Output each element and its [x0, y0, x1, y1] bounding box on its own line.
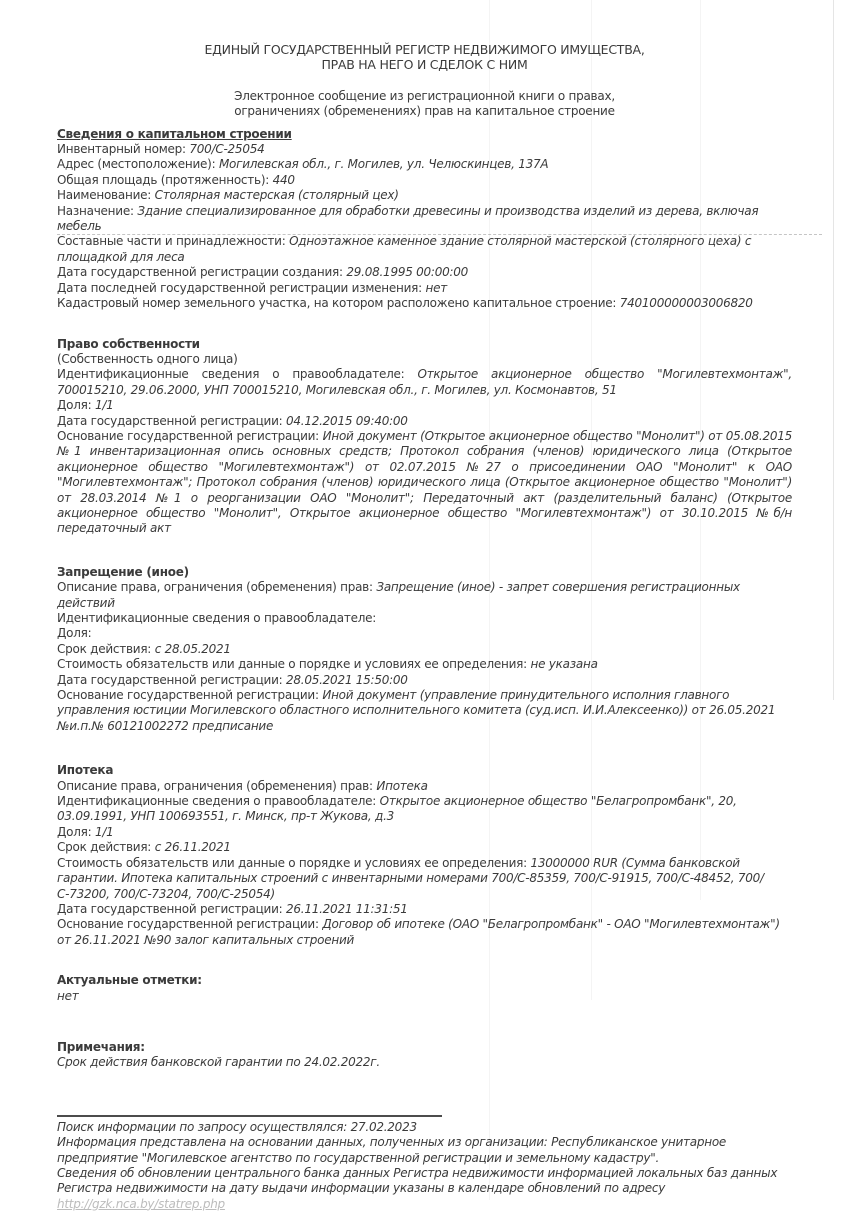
section-actual-marks	[57, 973, 792, 1004]
field-row	[57, 611, 792, 626]
field-label: Инвентарный номер:	[57, 142, 186, 157]
section-mortgage	[57, 763, 792, 948]
field-label: Стоимость обязательств или данные о порядке и условиях ее определения:	[57, 657, 527, 672]
field-label: Основание государственной регистрации:	[57, 917, 319, 932]
field-row	[57, 642, 792, 657]
field-value: 29.08.1995 00:00:00	[346, 265, 469, 280]
field-label: Дата государственной регистрации создания:	[57, 265, 343, 280]
field-label: Дата государственной регистрации:	[57, 413, 283, 428]
subtitle-line-2: ограничениях (обременениях) прав на капитальное строение	[234, 104, 615, 119]
field-value: 26.11.2021 11:31:51	[286, 901, 408, 916]
section-heading: Право собственности	[57, 336, 200, 351]
field-label: Доля:	[57, 398, 92, 413]
footer	[57, 1115, 792, 1212]
field-value: Срок действия банковской гарантии по 24.02.2022г.	[57, 1055, 380, 1070]
field-value: не указана	[530, 657, 598, 672]
field-row	[57, 157, 792, 172]
field-value: Иной документ (Открытое акционерное общество "Монолит") от 05.08.2015 №1 инвентаризационная опись основных средств; Протокол собрания (членов) юридического лица (Открытое акционерное общество "Могилевтехмонтаж") от 02.07.2015 №27 о присоединении ОАО "Монолит" к ОАО "Могилевтехмонтаж"; Протокол собрания (членов) юридического лица (Открытое акционерное общество "Монолит") от 28.03.2014 №1 о реорганизации ОАО "Монолит"; Передаточный акт (разделительный баланс) (Открытое акционерное общество "Монолит", Открытое акционерное общество "Могилевтехмонтаж") от 30.10.2015 №б/н передаточный акт	[57, 428, 792, 536]
field-label: Дата последней государственной регистрации изменения:	[57, 280, 422, 295]
field-row	[57, 657, 792, 672]
field-value: 1/1	[94, 398, 114, 413]
field-label: Кадастровый номер земельного участка, на котором расположено капитальное строение:	[57, 296, 617, 311]
title-line-1: ЕДИНЫЙ ГОСУДАРСТВЕННЫЙ РЕГИСТР НЕДВИЖИМОГО ИМУЩЕСТВА,	[204, 42, 645, 57]
footer-search-line	[57, 1120, 792, 1135]
field-row	[57, 902, 792, 917]
field-row	[57, 626, 792, 641]
field-value: Одноэтажное каменное здание столярной мастерской (столярного цеха) с площадкой для леса	[57, 234, 752, 264]
field-label: Наименование:	[57, 188, 152, 203]
field-value: Открытое акционерное общество "Могилевтехмонтаж", 700015210, 29.06.2000, УНП 700015210, Могилевская обл., г. Могилев, ул. Космонавтов, 51	[57, 367, 792, 397]
section-heading: Сведения о капитальном строении	[57, 126, 292, 141]
field-row	[57, 580, 792, 611]
field-row	[57, 281, 792, 296]
field-row	[57, 367, 792, 398]
field-value: нет	[57, 988, 79, 1003]
field-row	[57, 825, 792, 840]
section-notes	[57, 1040, 792, 1071]
field-value: Запрещение (иное) - запрет совершения регистрационных действий	[57, 580, 740, 610]
section-subheading: (Собственность одного лица)	[57, 351, 238, 366]
field-label: Идентификационные сведения о правообладателе:	[57, 611, 377, 625]
section-heading: Актуальные отметки:	[57, 973, 202, 988]
field-row	[57, 856, 792, 902]
field-label: Составные части и принадлежности:	[57, 234, 286, 249]
field-row	[57, 688, 792, 734]
section-heading: Ипотека	[57, 763, 114, 778]
field-label: Дата государственной регистрации:	[57, 672, 283, 687]
field-row	[57, 296, 792, 311]
scan-artifact-dashed-line	[57, 234, 822, 235]
scan-artifact-streak	[591, 0, 592, 1000]
field-value: Здание специализированное для обработки древесины и производства изделий из дерева, включая мебель	[57, 203, 759, 234]
field-value: Могилевская обл., г. Могилев, ул. Челюскинцев, 137А	[218, 157, 549, 172]
field-label: Основание государственной регистрации:	[57, 688, 319, 703]
section-prohibition	[57, 565, 792, 734]
document-title	[57, 42, 792, 73]
field-value: нет	[425, 280, 447, 295]
field-value: 1/1	[94, 824, 114, 839]
field-label: Адрес (местоположение):	[57, 157, 216, 172]
field-label: Доля:	[57, 626, 92, 641]
field-value: с 26.11.2021	[154, 840, 231, 855]
footer-link[interactable]: http://gzk.nca.by/statrep.php	[57, 1196, 225, 1211]
section-heading: Примечания:	[57, 1039, 145, 1054]
section-building-info	[57, 127, 792, 312]
field-value: 27.02.2023	[350, 1119, 417, 1134]
footer-info-line: Информация представлена на основании данных, полученных из организации: Республиканское унитарное предприятие "Могилевское агентство по государственной регистрации и земельному кадастру".	[57, 1135, 727, 1165]
field-label: Общая площадь (протяженность):	[57, 172, 270, 187]
section-heading: Запрещение (иное)	[57, 564, 189, 579]
field-value: Договор об ипотеке (ОАО "Белагропромбанк" - ОАО "Могилевтехмонтаж") от 26.11.2021 №90 залог капитальных строений	[57, 917, 780, 947]
field-value: с 28.05.2021	[154, 641, 231, 656]
scan-artifact-streak	[833, 0, 834, 700]
field-label: Идентификационные сведения о правообладателе:	[57, 794, 377, 809]
field-row	[57, 204, 792, 235]
field-value: 04.12.2015 09:40:00	[286, 413, 408, 428]
field-value: 740100000003006820	[619, 296, 753, 311]
field-value: 440	[272, 172, 295, 187]
scan-artifact-streak	[700, 0, 701, 900]
field-label: Основание государственной регистрации:	[57, 428, 319, 443]
field-row	[57, 840, 792, 855]
field-value: Открытое акционерное общество "Белагропромбанк", 20, 03.09.1991, УНП 100693551, г. Минск, пр-т Жукова, д.3	[57, 794, 737, 824]
field-value: 700/С-25054	[189, 142, 265, 157]
field-label: Срок действия:	[57, 840, 152, 855]
field-label: Стоимость обязательств или данные о порядке и условиях ее определения:	[57, 855, 527, 870]
field-row	[57, 429, 792, 537]
footer-update-line: Сведения об обновлении центрального банка данных Регистра недвижимости информацией локальных баз данных Регистра недвижимости на дату выдачи информации указаны в календаре обновлений по адресу	[57, 1165, 778, 1196]
field-label: Срок действия:	[57, 641, 152, 656]
scan-artifact-streak	[489, 0, 490, 1200]
field-row	[57, 234, 792, 265]
subtitle-line-1: Электронное сообщение из регистрационной книги о правах,	[234, 88, 615, 103]
field-label: Идентификационные сведения о правообладателе:	[57, 367, 405, 382]
field-row	[57, 398, 792, 413]
field-label: Описание права, ограничения (обременения) прав:	[57, 778, 373, 793]
field-row	[57, 673, 792, 688]
field-row	[57, 779, 792, 794]
field-value: Ипотека	[376, 778, 428, 793]
field-row	[57, 188, 792, 203]
field-row	[57, 794, 792, 825]
field-value: Иной документ (управление принудительного исполния главного управления юстиции Могилевского областного исполнительного комитета (суд.исп. И.И.Алексеенко)) от 26.05.2021 №и.п.№ 60121002272 предписание	[57, 688, 776, 733]
field-value: 28.05.2021 15:50:00	[286, 672, 408, 687]
field-row	[57, 265, 792, 280]
title-line-2: ПРАВ НА НЕГО И СДЕЛОК С НИМ	[321, 57, 528, 73]
field-row	[57, 173, 792, 188]
section-ownership-right	[57, 337, 792, 537]
field-label: Назначение:	[57, 203, 134, 218]
field-row	[57, 414, 792, 429]
field-label: Доля:	[57, 824, 92, 839]
field-label: Дата государственной регистрации:	[57, 901, 283, 916]
field-value: Столярная мастерская (столярный цех)	[154, 188, 399, 203]
footer-separator-line	[57, 1115, 442, 1117]
field-row	[57, 142, 792, 157]
field-value: 13000000 RUR (Сумма банковской гарантии. Ипотека капитальных строений с инвентарными номерами 700/С-85359, 700/С-91915, 700/С-48452, 700/С-73200, 700/С-73204, 700/С-25054)	[57, 855, 764, 901]
document-subtitle	[57, 89, 792, 120]
field-row	[57, 917, 792, 948]
field-label: Поиск информации по запросу осуществлялся:	[57, 1119, 348, 1134]
field-label: Описание права, ограничения (обременения) прав:	[57, 580, 373, 595]
